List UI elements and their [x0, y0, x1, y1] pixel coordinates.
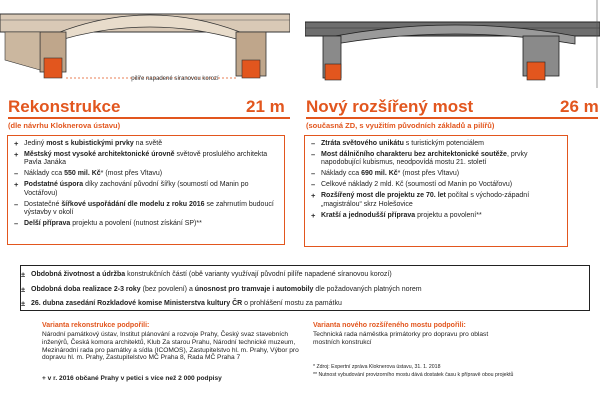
- supporters-left-text: Národní památkový ústav, Institut plánování a rozvoje Prahy, Český svaz stavebních inženýrů, Česká komora architektů, Klub Za starou Prahu, Národní technické muzeum, Mezinárodní rada pro památky a sídla (ICOMOS), Zastupitelstvo hl. m. Prahy, Výbor pro dopravu hl. m. Prahy, Zastupitelstvo MČ Praha 8, Rada MČ Praha 7: [42, 331, 299, 362]
- list-item: [311, 181, 562, 189]
- bullet-mark: –: [311, 180, 316, 190]
- new-bridge-illustration: [305, 0, 600, 88]
- item-text: dle požadovaných platných norem: [313, 285, 422, 293]
- list-item: [311, 140, 562, 148]
- bullet-mark: +: [14, 150, 19, 159]
- item-emphasis: 690 mil. Kč: [361, 170, 398, 178]
- right-title: Nový rozšířený most: [306, 97, 474, 116]
- item-emphasis: Delší příprava: [24, 220, 71, 228]
- item-text: , prvky napodobující kubismus, neodpovídá mostu 21. století: [321, 151, 528, 167]
- left-pros-cons-box: [7, 135, 285, 245]
- bullet-mark: ±: [21, 284, 26, 294]
- item-emphasis: Městský most vysoké architektonické úrovně: [24, 151, 175, 158]
- bullet-mark: ±: [21, 270, 26, 279]
- bullet-mark: –: [311, 139, 316, 148]
- list-item: [311, 151, 562, 168]
- item-text: Jediný: [24, 140, 47, 147]
- left-subtitle: (dle návrhu Kloknerova ústavu): [8, 121, 121, 130]
- pier-note: pilíře napadené síranovou korozí: [131, 76, 219, 82]
- item-text: Náklady cca: [24, 170, 65, 178]
- brick-arch-bridge-illustration: [0, 0, 290, 88]
- item-emphasis: Most dálničního charakteru bez architektonické soutěže: [321, 151, 507, 158]
- item-text: konstrukčních částí (obě varianty využívají původní pilíře napadené síranovou korozí): [125, 271, 392, 278]
- item-emphasis: Rozšířený most dle projektu ze 70. let: [321, 192, 446, 200]
- list-item: [21, 269, 589, 281]
- item-emphasis: Kratší a jednodušší příprava: [321, 211, 416, 219]
- item-text: Náklady cca: [321, 170, 362, 178]
- footnote-1: * Zdroj: Expertní zpráva Kloknerova ústavu, 31. 1. 2018: [313, 364, 441, 370]
- item-emphasis: únosnost pro tramvaje i automobily: [194, 285, 314, 293]
- left-rule: [8, 117, 290, 119]
- bullet-mark: –: [14, 219, 19, 229]
- item-text: projektu a povolení (nutnost získání SP)**: [70, 220, 202, 228]
- list-item: [14, 151, 279, 168]
- bullet-mark: +: [14, 180, 19, 190]
- item-emphasis: Obdobná doba realizace 2-3 roky: [31, 285, 141, 293]
- list-item: [311, 170, 562, 178]
- left-list: [8, 136, 284, 229]
- list-item: [311, 192, 562, 209]
- footnote-2: ** Nutnost vybudování provizorního mostu dává dostatek času k přípravě obou projektů: [313, 372, 514, 378]
- item-emphasis: šířkové uspořádání dle modelu z roku 2016: [61, 200, 205, 208]
- left-title: Rekonstrukce: [8, 97, 121, 116]
- list-item: [14, 140, 279, 148]
- list-item: [14, 181, 279, 198]
- supporters-left-title: Varianta rekonstrukce podpořili:: [42, 322, 150, 329]
- list-item: [14, 170, 279, 178]
- item-emphasis: 26. dubna zasedání Rozkladové komise Ministerstva kultury ČR: [31, 300, 243, 308]
- item-text: o prohlášení mostu za památku: [242, 300, 342, 308]
- item-text: (bez povolení) a: [140, 285, 195, 293]
- right-subtitle: (současná ZD, s využitím původních základů a pilířů): [306, 121, 495, 130]
- item-text: se zahrnutím budoucí výstavby v okolí: [24, 200, 274, 217]
- list-item: [21, 284, 589, 296]
- item-emphasis: most s kubistickými prvky: [46, 140, 134, 147]
- item-text: na světě: [133, 140, 163, 147]
- common-list: [21, 266, 589, 310]
- right-pros-cons-box: [304, 135, 568, 247]
- right-list: [305, 136, 567, 220]
- item-emphasis: 550 mil. Kč: [64, 170, 101, 178]
- bullet-mark: +: [311, 191, 316, 201]
- supporters-left-petition: + v r. 2016 občané Prahy v petici s více než 2 000 podpisy: [42, 375, 222, 382]
- item-emphasis: Podstatné úspora: [24, 181, 84, 189]
- list-item: [311, 212, 562, 220]
- item-text: světově proslulého architekta Pavla Janáka: [24, 151, 268, 167]
- item-text: * (most přes Vltavu): [397, 170, 460, 178]
- left-width: 21 m: [246, 97, 285, 116]
- item-text: Dostatečné: [24, 200, 62, 208]
- bullet-mark: +: [311, 210, 316, 220]
- item-text: projektu a povolení**: [415, 211, 482, 219]
- list-item: [14, 201, 279, 218]
- common-points-box: [20, 265, 590, 311]
- bullet-mark: +: [14, 139, 19, 148]
- list-item: [21, 298, 589, 310]
- bullet-mark: –: [311, 150, 316, 159]
- item-emphasis: Obdobná životnost a údržba: [31, 271, 126, 278]
- bullet-mark: –: [14, 169, 19, 179]
- item-text: díky zachování původní šířky (soumostí od Manin po Voctářovu): [24, 181, 249, 197]
- item-text: počítal s východo-západní „magistrálou“ skrz Holešovice: [321, 192, 530, 208]
- item-text: Celkové náklady 2 mld. Kč (soumostí od Manin po Voctářovu): [321, 181, 513, 189]
- item-emphasis: Ztráta světového unikátu: [321, 140, 404, 147]
- bullet-mark: –: [14, 199, 19, 209]
- bullet-mark: ±: [21, 299, 26, 309]
- right-rule: [306, 117, 598, 119]
- item-text: s turistickým potenciálem: [403, 140, 484, 147]
- bullet-mark: –: [311, 169, 316, 179]
- supporters-right-text: Technická rada náměstka primátorky pro dopravu pro oblast mostních konstrukcí: [313, 331, 489, 346]
- list-item: [14, 220, 279, 228]
- item-text: * (most přes Vltavu): [100, 170, 163, 178]
- right-width: 26 m: [560, 97, 599, 116]
- supporters-right-title: Varianta nového rozšířeného mostu podpořili:: [313, 322, 466, 329]
